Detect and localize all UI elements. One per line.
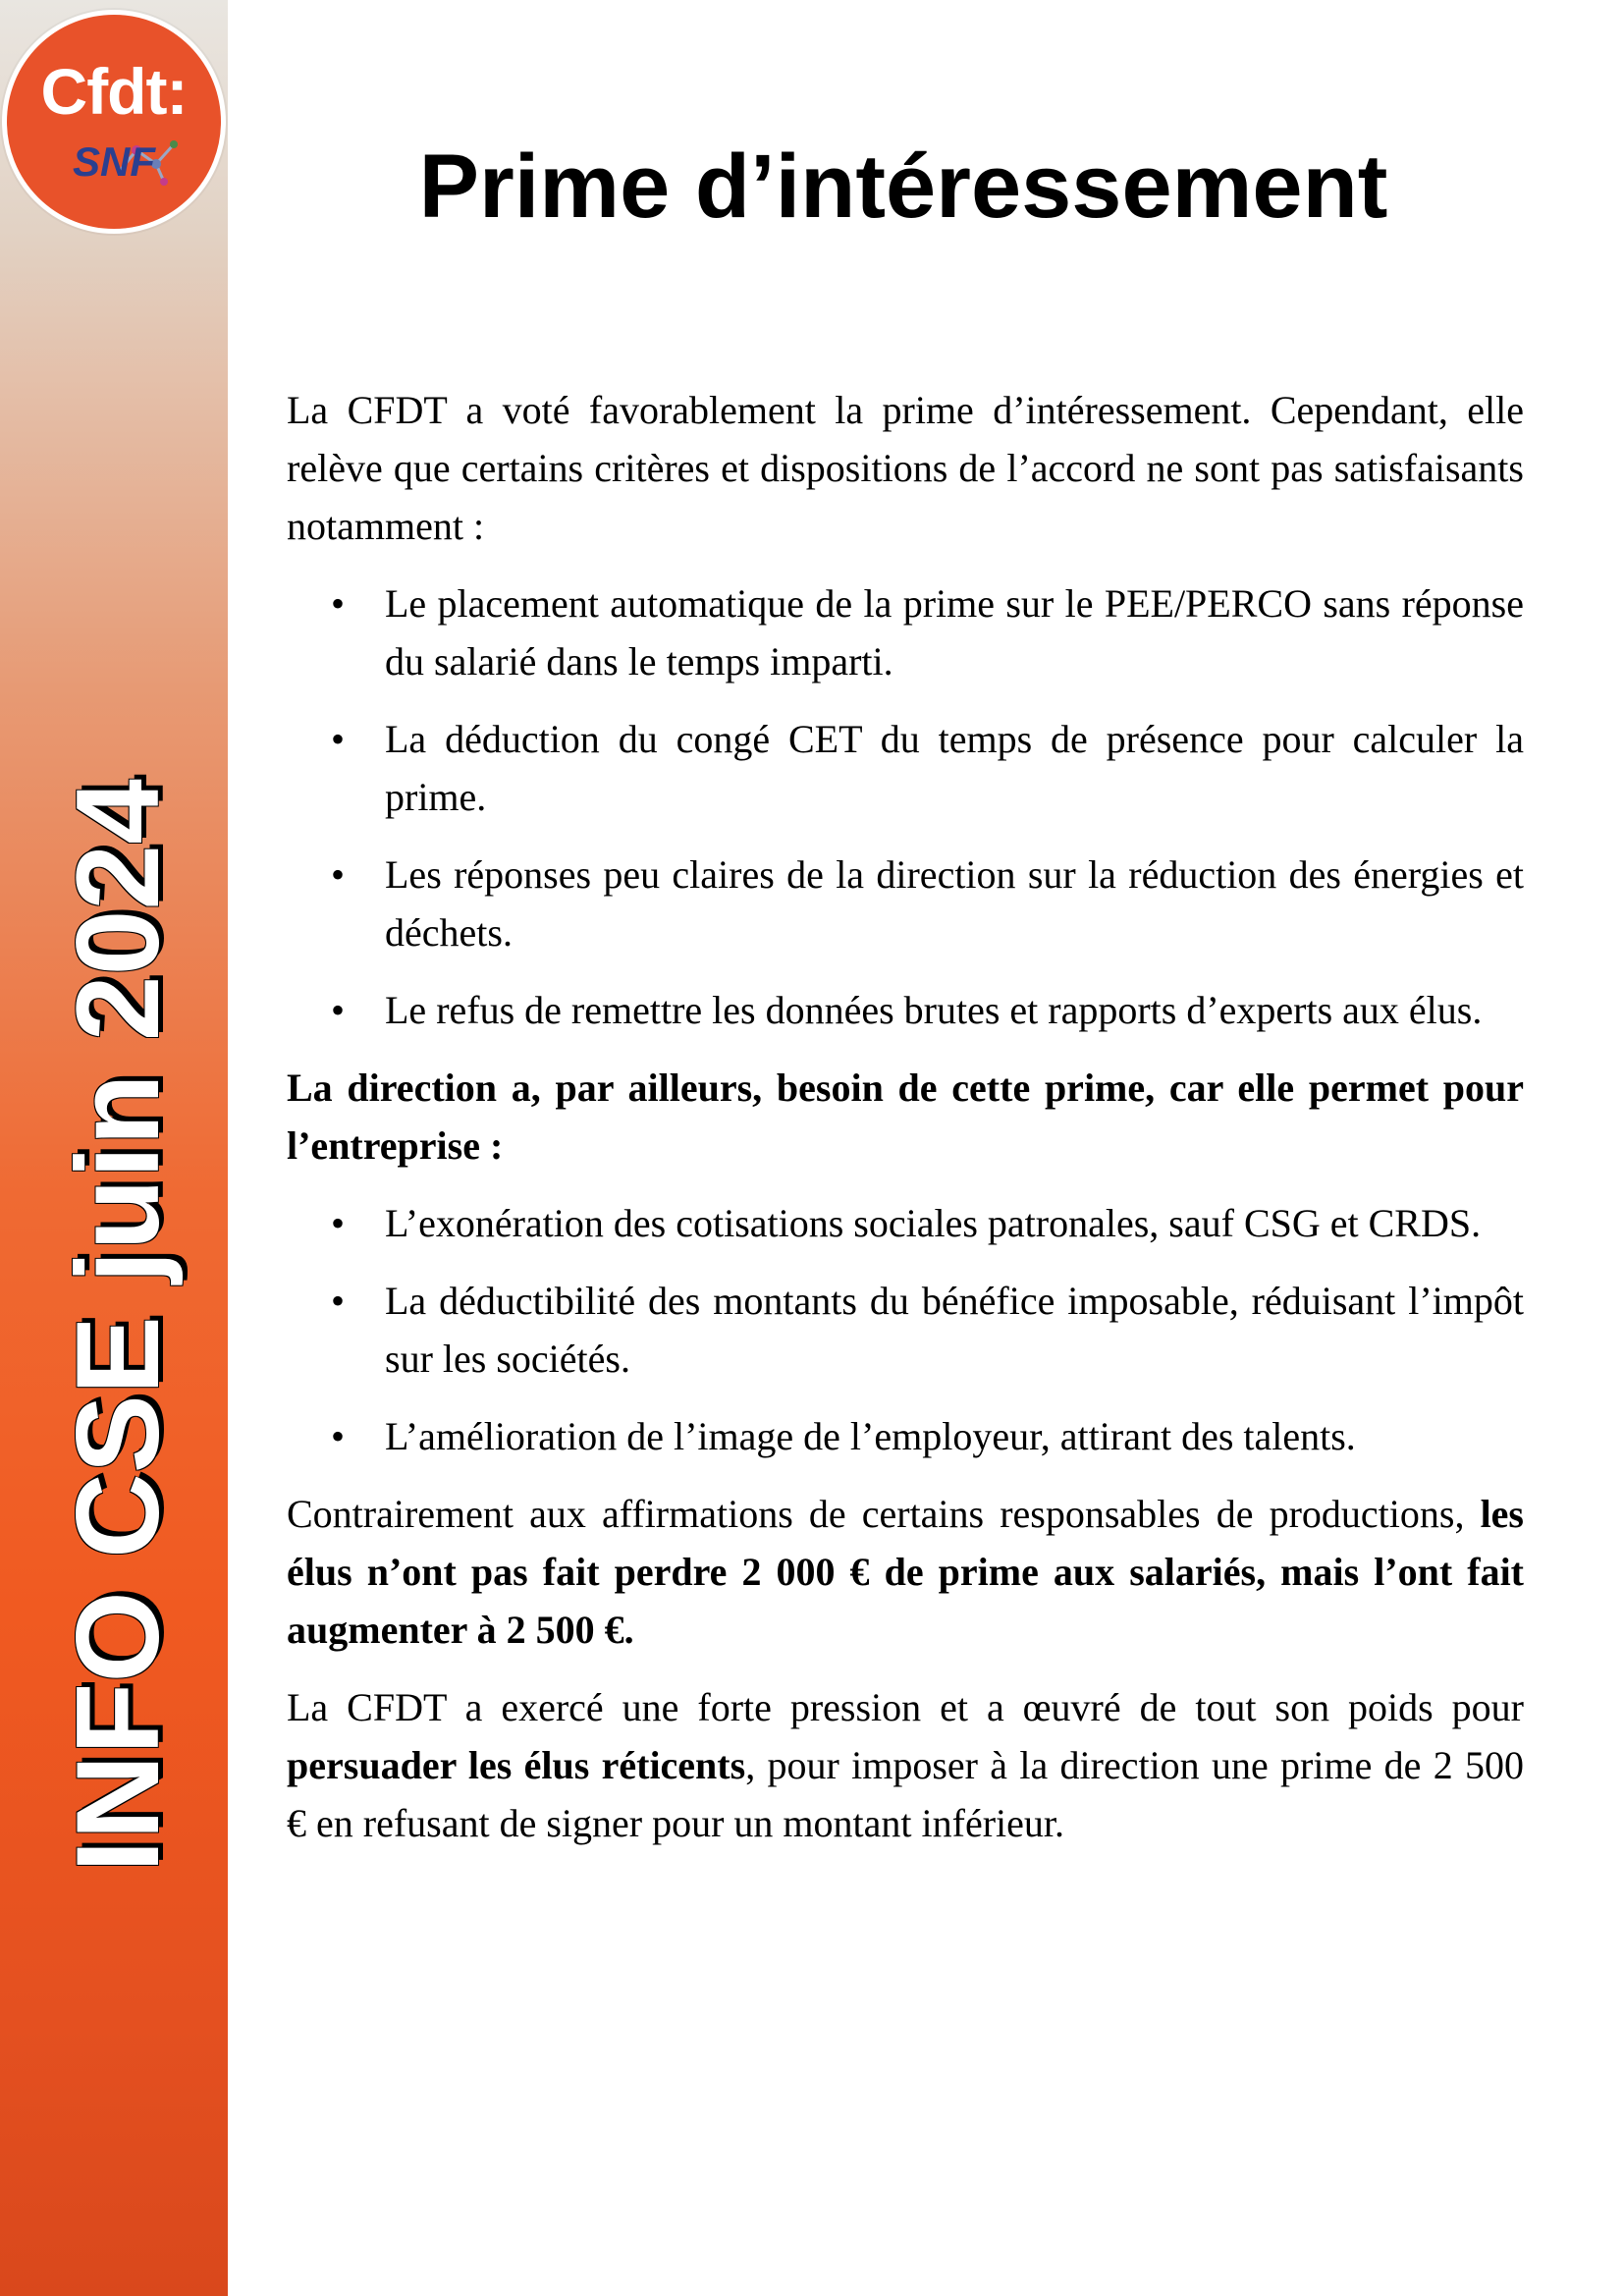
page-title: Prime d’intéressement <box>418 137 1388 237</box>
benefits-list <box>287 1194 1524 1465</box>
contrary-paragraph <box>287 1485 1524 1659</box>
list-item: • Le placement automatique de la prime sur le PEE/PERCO sans réponse du salarié dans le temps imparti. <box>385 574 1524 690</box>
direction-heading-text: La direction a, par ailleurs, besoin de cette prime, car elle permet pour l’entreprise : <box>287 1066 1524 1168</box>
logo-brand: Cfdt: <box>40 55 188 128</box>
list-item: • Le refus de remettre les données brutes et rapports d’experts aux élus. <box>385 981 1524 1039</box>
pressure-paragraph <box>287 1678 1524 1852</box>
list-item: • La déduction du congé CET du temps de présence pour calculer la prime. <box>385 710 1524 826</box>
list-item: • Les réponses peu claires de la direction sur la réduction des énergies et déchets. <box>385 846 1524 961</box>
list-item: • L’exonération des cotisations sociales patronales, sauf CSG et CRDS. <box>385 1194 1524 1252</box>
list-item: • L’amélioration de l’image de l’employeur, attirant des talents. <box>385 1407 1524 1465</box>
contrary-lead: Contrairement aux affirmations de certains responsables de productions, <box>287 1492 1481 1536</box>
vertical-banner-text: INFO CSE juin 2024 <box>52 779 184 1873</box>
pressure-lead: La CFDT a exercé une forte pression et a œuvré de tout son poids pour <box>287 1685 1524 1729</box>
pressure-bold: persuader les élus réticents <box>287 1743 746 1787</box>
intro-paragraph: La CFDT a voté favorablement la prime d’intéressement. Cependant, elle relève que certains critères et dispositions de l’accord ne sont pas satisfaisants notamment : <box>287 388 1524 548</box>
article-body <box>287 381 1524 1872</box>
concerns-list <box>287 574 1524 1039</box>
direction-heading <box>287 1059 1524 1175</box>
logo-sub: SNF <box>73 138 155 185</box>
cfdt-snf-logo <box>2 10 226 234</box>
contrary-bold: les élus n’ont pas fait perdre 2 000 € de prime aux salariés, mais l’ont fait augmenter à 2 500 €. <box>287 1492 1524 1652</box>
list-item: • La déductibilité des montants du bénéfice imposable, réduisant l’impôt sur les sociétés. <box>385 1272 1524 1388</box>
side-banner <box>0 0 228 2296</box>
pressure-tail: , pour imposer à la direction une prime de 2 500 € en refusant de signer pour un montant inférieur. <box>287 1743 1524 1845</box>
